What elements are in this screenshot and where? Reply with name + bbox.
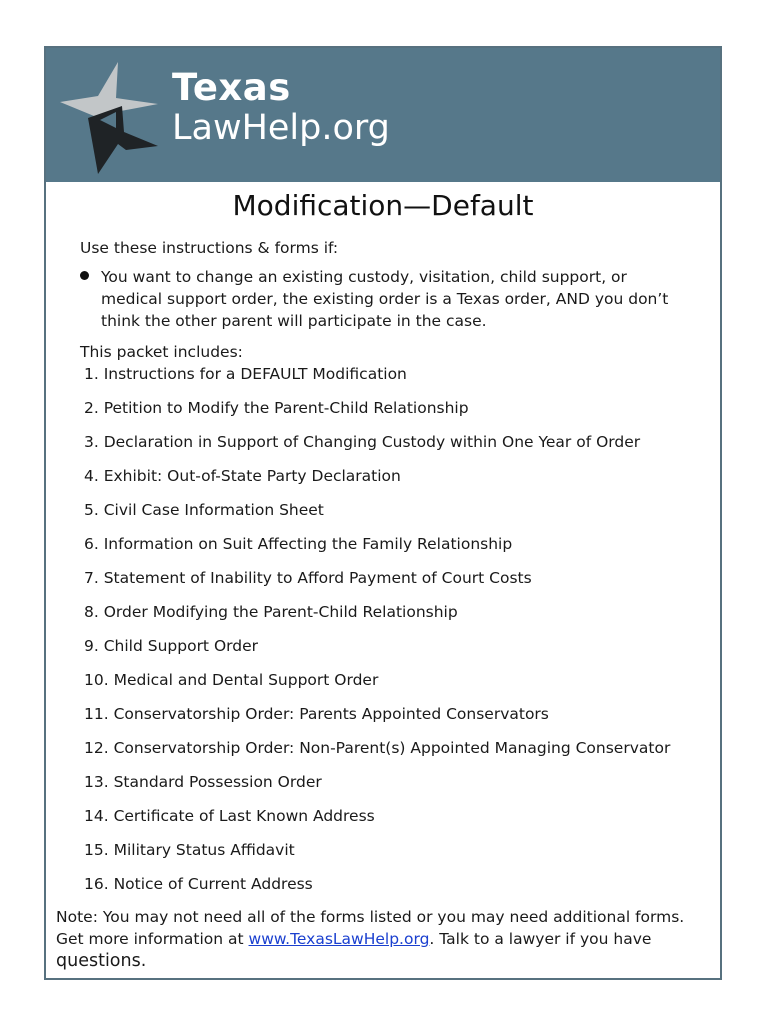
list-item: 1. Instructions for a DEFAULT Modification bbox=[84, 365, 407, 383]
list-item: 13. Standard Possession Order bbox=[84, 773, 322, 791]
logo-lawhelp: LawHelp.org bbox=[172, 108, 390, 148]
list-item: 6. Information on Suit Affecting the Family Relationship bbox=[84, 535, 513, 553]
header-banner bbox=[46, 48, 720, 182]
texas-star-logo-icon bbox=[58, 58, 168, 174]
list-item: 2. Petition to Modify the Parent-Child Relationship bbox=[84, 399, 469, 417]
bullet-text: You want to change an existing custody, visitation, child support, or medical support order, the existing order is a Texas order, AND you don’t think the other parent will participate in the case. bbox=[101, 268, 669, 330]
forms-list bbox=[84, 364, 670, 908]
list-item: 14. Certificate of Last Known Address bbox=[84, 807, 375, 825]
texaslawhelp-link[interactable]: www.TexasLawHelp.org bbox=[248, 930, 430, 948]
list-item: 4. Exhibit: Out-of-State Party Declaration bbox=[84, 467, 401, 485]
footer-note bbox=[56, 906, 716, 972]
eligibility-bullet bbox=[74, 266, 684, 332]
list-item: 12. Conservatorship Order: Non-Parent(s) Appointed Managing Conservator bbox=[84, 739, 671, 757]
document-frame bbox=[44, 46, 722, 980]
page-title: Modification—Default bbox=[232, 189, 534, 222]
bullet-icon bbox=[80, 271, 89, 280]
intro-text: Use these instructions & forms if: bbox=[80, 239, 339, 257]
note-text-pre: Get more information at bbox=[56, 930, 249, 948]
list-item: 7. Statement of Inability to Afford Payment of Court Costs bbox=[84, 569, 532, 587]
list-item: 9. Child Support Order bbox=[84, 637, 258, 655]
logo-wordmark bbox=[172, 68, 390, 148]
note-line-1: Note: You may not need all of the forms listed or you may need additional forms. bbox=[56, 908, 685, 926]
list-item: 11. Conservatorship Order: Parents Appointed Conservators bbox=[84, 705, 549, 723]
list-item: 8. Order Modifying the Parent-Child Relationship bbox=[84, 603, 458, 621]
list-item: 3. Declaration in Support of Changing Custody within One Year of Order bbox=[84, 433, 641, 451]
note-line-2 bbox=[56, 928, 716, 950]
list-item: 16. Notice of Current Address bbox=[84, 875, 313, 893]
list-item: 15. Military Status Affidavit bbox=[84, 841, 295, 859]
note-line-3: questions. bbox=[56, 951, 147, 971]
note-text-post: . Talk to a lawyer if you have bbox=[429, 930, 652, 948]
logo-texas: Texas bbox=[172, 66, 291, 109]
packet-heading: This packet includes: bbox=[80, 343, 243, 361]
list-item: 10. Medical and Dental Support Order bbox=[84, 671, 379, 689]
list-item: 5. Civil Case Information Sheet bbox=[84, 501, 324, 519]
